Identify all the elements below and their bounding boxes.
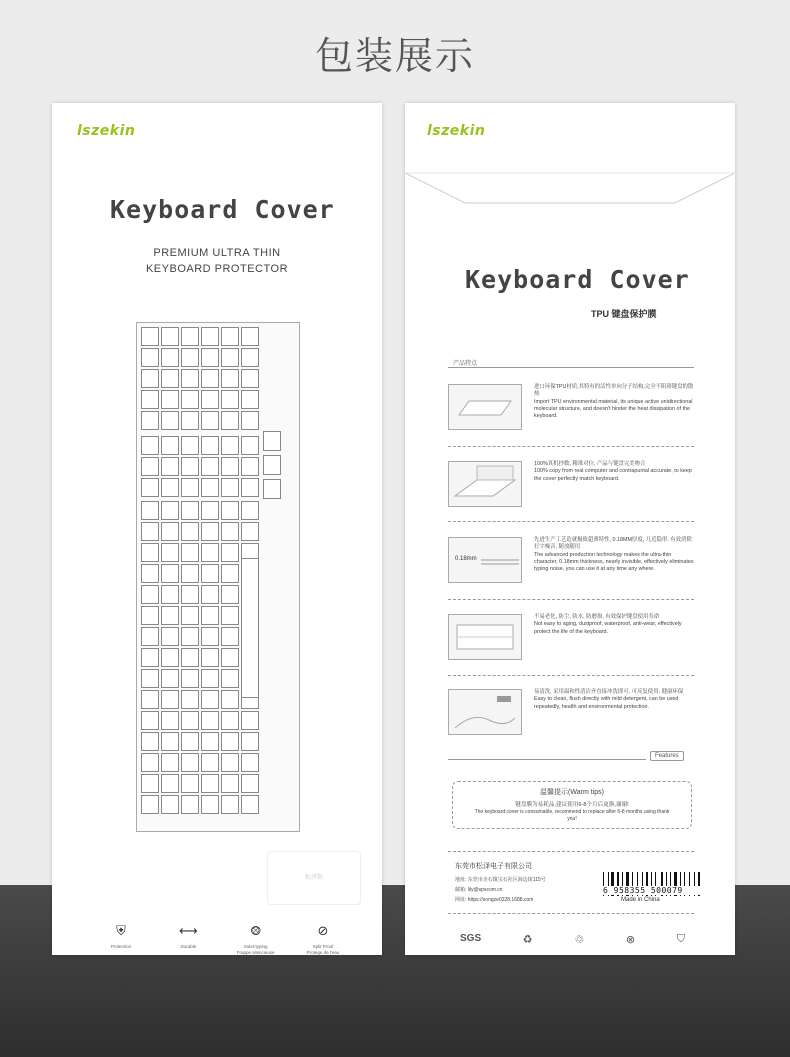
divider <box>448 851 694 852</box>
keycap <box>221 585 239 604</box>
divider <box>448 759 646 760</box>
silent-typing-icon: ⨷ <box>250 923 261 938</box>
tips-cn: 键盘膜为易耗品,建议使用6-8个月后更换,谢谢! <box>515 802 629 808</box>
keycap <box>241 457 259 476</box>
company-website: 网址: https://songze0228.1688.com <box>455 897 534 903</box>
keycap <box>241 436 259 455</box>
keycap <box>141 606 159 625</box>
no-weee-icon: ⊗ <box>625 934 636 946</box>
keys-thumb <box>448 614 522 660</box>
tips-en: The keyboard cover is consumable, recommend to replace after 6-8 months using thank you! <box>474 809 670 822</box>
keycap <box>181 606 199 625</box>
feature-en: Import TPU environmental material, its unique active unidirectional molecular structure, and doesn't hinder the heat dissipation of the keyboard. <box>534 398 693 420</box>
keycap <box>141 478 159 497</box>
keycap <box>141 327 159 346</box>
keycap <box>241 711 259 730</box>
keycap <box>161 478 179 497</box>
keycap <box>161 390 179 409</box>
laptop-thumb <box>448 461 522 507</box>
keycap <box>181 627 199 646</box>
splash-proof-icon: ⊘ <box>317 923 329 938</box>
keycap <box>161 543 179 562</box>
keycap <box>161 627 179 646</box>
feature-cn: 不易老化, 防尘, 防水, 防磨损, 有效保护键盘使用寿命 <box>534 614 660 620</box>
keycap <box>221 732 239 751</box>
feature-en: Not easy to aging, dustproof, waterproof, anti-wear, effectively protect the life of the keyboard. <box>534 621 682 635</box>
brand-logo-back: lszekin <box>427 123 486 139</box>
feature-cn: 易清洗, 采用温和性清洁齐直接冲洗即可, 可反复使用, 健康环保 <box>534 689 684 695</box>
keycap <box>221 690 239 709</box>
keycap <box>161 732 179 751</box>
keycap <box>221 390 239 409</box>
keycap <box>221 501 239 520</box>
keycap <box>181 732 199 751</box>
film-sheet-icon <box>449 385 521 429</box>
thickness-thumb <box>448 537 522 583</box>
back-title: Keyboard Cover <box>465 265 690 294</box>
keycap <box>161 690 179 709</box>
feature-durable: ⟷ Durable <box>159 923 217 955</box>
keycap <box>201 774 219 793</box>
keycap <box>141 543 159 562</box>
keyboard-illustration <box>136 322 300 832</box>
keycap <box>141 390 159 409</box>
keycap <box>181 711 199 730</box>
arrow-key <box>263 455 281 475</box>
keycap <box>181 564 199 583</box>
sgs-icon: SGS <box>460 933 482 944</box>
keycap <box>161 411 179 430</box>
keycap <box>161 606 179 625</box>
keycap <box>201 327 219 346</box>
shield-icon: ⛨ <box>116 923 126 938</box>
keycap <box>221 348 239 367</box>
keycap <box>141 457 159 476</box>
keycap <box>221 411 239 430</box>
company-address: 地址: 东莞市企石镇宝石社区海边街115号 <box>455 877 546 883</box>
keycap <box>161 522 179 541</box>
keycap <box>241 369 259 388</box>
recycle-icon: ♲ <box>574 934 585 946</box>
keycap <box>161 669 179 688</box>
keys-icon <box>449 615 521 659</box>
feature-cn: 进口环保TPU材质,其特有的活性单向分子结构,完全不阻碍键盘的散热 <box>534 384 694 398</box>
keycap <box>201 522 219 541</box>
keycap <box>141 627 159 646</box>
envelope-flap <box>405 103 735 223</box>
keycap <box>181 669 199 688</box>
faucet-icon <box>449 690 521 734</box>
keycap <box>221 795 239 814</box>
keycap <box>201 457 219 476</box>
keycap <box>161 564 179 583</box>
keycap <box>161 648 179 667</box>
feature-splash: ⊘ Split Proof Protege de l'eau <box>294 923 352 955</box>
keycap <box>201 543 219 562</box>
back-package <box>405 103 735 955</box>
keycap <box>201 606 219 625</box>
keycap <box>141 795 159 814</box>
keycap <box>241 501 259 520</box>
keycap <box>141 436 159 455</box>
keycap <box>161 348 179 367</box>
keycap <box>201 348 219 367</box>
keycap <box>141 711 159 730</box>
front-title: Keyboard Cover <box>110 195 335 224</box>
keycap <box>141 732 159 751</box>
keycap <box>161 501 179 520</box>
keycap <box>181 411 199 430</box>
company-name: 东莞市松泽电子有限公司 <box>455 863 532 870</box>
keycap <box>161 436 179 455</box>
keycap <box>181 648 199 667</box>
divider <box>448 521 694 522</box>
keycap <box>141 585 159 604</box>
keycap <box>161 795 179 814</box>
keycap <box>201 648 219 667</box>
divider <box>448 599 694 600</box>
keycap <box>201 732 219 751</box>
keycap <box>141 564 159 583</box>
made-in: Made in China <box>621 897 660 903</box>
keycap <box>201 411 219 430</box>
keycap <box>221 543 239 562</box>
divider <box>448 913 694 914</box>
section-label: 产品特点 <box>453 361 478 367</box>
keycap <box>141 648 159 667</box>
keycap <box>201 669 219 688</box>
page-header-title: 包装展示 <box>314 36 475 78</box>
wash-thumb <box>448 689 522 735</box>
keycap <box>201 795 219 814</box>
feature-en: 100% copy from real computer and contrapuntal accurate, to keep the cover perfectly match keyboard. <box>534 468 692 482</box>
film-thumb <box>448 384 522 430</box>
thickness-label: 0.18mm <box>455 556 477 562</box>
keycap <box>221 564 239 583</box>
keycap <box>201 390 219 409</box>
keycap <box>181 348 199 367</box>
keycap <box>201 585 219 604</box>
keycap <box>201 690 219 709</box>
keycap <box>181 327 199 346</box>
feature-silent: ⨷ Sulet-typing Frappe silencieuse <box>227 923 285 955</box>
keycap <box>161 369 179 388</box>
keycap <box>181 457 199 476</box>
keycap <box>161 774 179 793</box>
keycap <box>181 478 199 497</box>
front-subtitle-1: PREMIUM ULTRA THIN <box>153 247 281 259</box>
feature-protection: ⛨ Protection <box>92 923 150 955</box>
warm-tips-box <box>452 781 692 829</box>
keycap <box>221 753 239 772</box>
keycap <box>241 327 259 346</box>
keycap <box>181 390 199 409</box>
laptop-icon <box>449 462 521 506</box>
keycap <box>241 411 259 430</box>
keycap <box>141 669 159 688</box>
section-divider <box>448 367 694 368</box>
keycap <box>201 436 219 455</box>
keycap <box>221 711 239 730</box>
keycap <box>221 327 239 346</box>
double-arrow-icon: ⟷ <box>179 923 198 938</box>
arrow-key <box>263 431 281 451</box>
feature-en: Easy to clean, flush directly with mild detergent, can be used repeatedly, health and environmental protection. <box>534 696 679 710</box>
keycap <box>221 669 239 688</box>
front-subtitle-2: KEYBOARD PROTECTOR <box>145 263 289 275</box>
keycap <box>241 348 259 367</box>
keycap <box>221 627 239 646</box>
keycap <box>241 478 259 497</box>
keycap <box>241 753 259 772</box>
keycap <box>141 753 159 772</box>
keycap <box>181 774 199 793</box>
keycap <box>181 795 199 814</box>
divider <box>448 446 694 447</box>
keycap <box>141 501 159 520</box>
brand-logo: lszekin <box>77 123 136 139</box>
keycap <box>141 522 159 541</box>
keycap <box>221 606 239 625</box>
certification-icons <box>460 933 685 946</box>
keycap <box>241 522 259 541</box>
feature-cn: 先进生产工艺造就极致超薄特性, 0.18MM厚度, 几近隐形, 有效消除打字噪音, 随放随用 <box>534 537 692 551</box>
keycap <box>141 774 159 793</box>
spacebar <box>241 558 259 698</box>
keycap <box>181 753 199 772</box>
feature-icons <box>92 923 352 955</box>
keycap <box>241 732 259 751</box>
keycap <box>161 457 179 476</box>
keycap <box>181 690 199 709</box>
company-email: 邮箱: lily@spscom.cn <box>455 887 503 893</box>
keycap <box>141 348 159 367</box>
recycle-bin-icon: ♻ <box>522 934 533 946</box>
keycap <box>221 522 239 541</box>
keycap <box>221 648 239 667</box>
dispose-icon: ⛉ <box>676 933 685 945</box>
tips-title: 温馨提示(Warm tips) <box>540 789 604 796</box>
keycap <box>201 711 219 730</box>
back-subtitle: TPU 键盘保护膜 <box>591 309 657 319</box>
keycap <box>201 753 219 772</box>
keycap <box>221 436 239 455</box>
keycap <box>161 327 179 346</box>
keycap <box>181 369 199 388</box>
front-package <box>52 103 382 955</box>
divider <box>448 675 694 676</box>
keycap <box>161 753 179 772</box>
keycap <box>181 585 199 604</box>
feature-cn: 100%真机抄数, 精准对位, 产品与键盘完美吻合 <box>534 461 646 467</box>
keycap <box>161 711 179 730</box>
keycap <box>201 369 219 388</box>
features-tag: Features <box>650 751 684 761</box>
keycap <box>221 478 239 497</box>
keycap <box>141 411 159 430</box>
keycap <box>201 478 219 497</box>
keycap <box>161 585 179 604</box>
arrow-key <box>263 479 281 499</box>
keycap <box>181 436 199 455</box>
feature-en: The advanced production technology makes the ultra-thin character, 0.18mm thickness, nearly invisible, effectively eliminates typing noise, you can use it at any time any where. <box>534 551 694 573</box>
keycap <box>141 369 159 388</box>
keycap <box>181 543 199 562</box>
keycap <box>201 501 219 520</box>
keycap <box>241 795 259 814</box>
keycap <box>181 501 199 520</box>
keycap <box>201 564 219 583</box>
keycap <box>201 627 219 646</box>
keycap <box>221 774 239 793</box>
barcode-number: 6 958355 500079 <box>603 886 707 895</box>
watermark: 松泽数 <box>267 851 361 905</box>
keycap <box>141 690 159 709</box>
keycap <box>241 390 259 409</box>
keycap <box>221 457 239 476</box>
keycap <box>241 774 259 793</box>
keycap <box>181 522 199 541</box>
keycap <box>221 369 239 388</box>
